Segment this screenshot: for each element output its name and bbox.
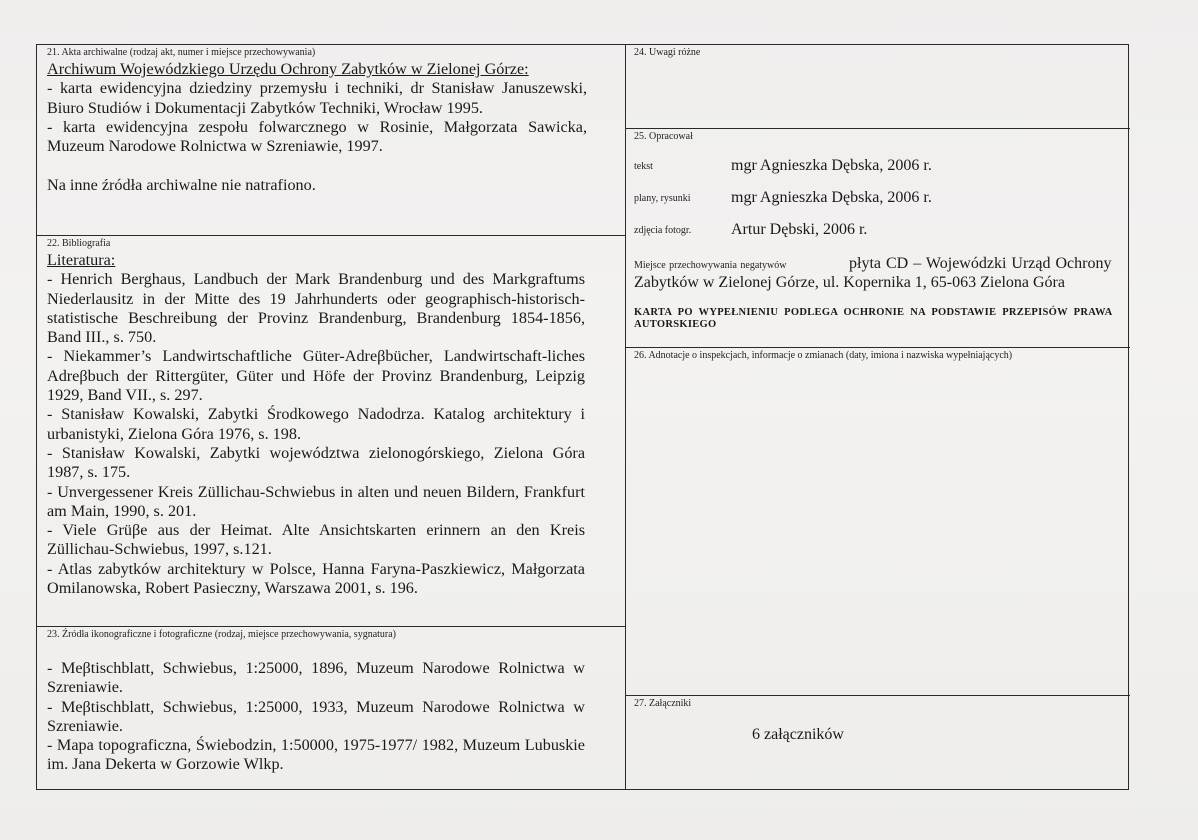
bibliography-item: - Henrich Berghaus, Landbuch der Mark Brandenburg und des Markgraftums Niederlausitz in der Mitte des 19 Jahrhunderts oder geographisch-historisch-statistische Beschreibung der Provinz Brandenburg, Brandenburg 1854-1856, Band III., s. 750. — [47, 270, 585, 347]
bibliography-item: - Stanisław Kowalski, Zabytki Środkowego Nadodrza. Katalog architektury i urbanistyki, Zielona Góra 1976, s. 198. — [47, 405, 585, 443]
section-25-header: 25. Opracował — [634, 131, 693, 142]
author-row-value: mgr Agnieszka Dębska, 2006 r. — [731, 189, 932, 206]
section-24 — [634, 47, 1124, 59]
divider-26-27 — [625, 695, 1130, 696]
bibliography-item: - Viele Grüβe aus der Heimat. Alte Ansichtskarten erinnern an den Kreis Züllichau-Schwiebus, 1997, s.121. — [47, 521, 585, 559]
bibliography-item: - Niekammer’s Landwirtschaftliche Güter-Adreβbücher, Landwirtschaft-liches Adreβbuch der Rittergüter, Güter und Höfe der Provinz Brandenburg, Leipzig 1929, Band VII., s. 297. — [47, 347, 585, 405]
section-22 — [47, 238, 585, 598]
author-row-label: zdjęcia fotogr. — [634, 225, 692, 236]
section-24-header: 24. Uwagi różne — [634, 47, 701, 58]
section-21-item: - karta ewidencyjna dziedziny przemysłu i techniki, dr Stanisław Januszewski, Biuro Studiów i Dokumentacji Zabytków Techniki, Wrocław 1995. — [47, 79, 587, 117]
section-21-note: Na inne źródła archiwalne nie natrafiono. — [47, 176, 316, 195]
divider-22-23 — [37, 626, 625, 627]
author-row-label: plany, rysunki — [634, 193, 691, 204]
iconography-item: - Meβtischblatt, Schwiebus, 1:25000, 1933, Muzeum Narodowe Rolnictwa w Szreniawie. — [47, 697, 585, 735]
section-21-item: - karta ewidencyjna zespołu folwarcznego w Rosinie, Małgorzata Sawicka, Muzeum Narodowe Rolnictwa w Szreniawie, 1997. — [47, 117, 587, 156]
attachments-count: 6 załączników — [752, 726, 844, 743]
author-row-label: tekst — [634, 161, 653, 172]
bibliography-item: - Atlas zabytków architektury w Polsce, Hanna Faryna-Paszkiewicz, Małgorzata Omilanowska, Robert Pasieczny, Warszawa 2001, s. 196. — [47, 559, 585, 598]
section-21 — [47, 47, 587, 196]
section-21-header: 21. Akta archiwalne (rodzaj akt, numer i miejsce przechowywania) — [47, 47, 316, 58]
author-row-value: mgr Agnieszka Dębska, 2006 r. — [731, 157, 932, 174]
column-divider — [625, 45, 626, 789]
section-27-header: 27. Załączniki — [634, 698, 692, 709]
divider-25-26 — [625, 347, 1130, 348]
negatives-label: Miejsce przechowywania negatywów — [634, 260, 787, 271]
divider-21-22 — [37, 235, 625, 236]
negatives-value-line2: Zabytków w Zielonej Górze, ul. Kopernika 1, 65-063 Zielona Góra — [634, 274, 1065, 291]
iconography-item: - Mapa topograficzna, Świebodzin, 1:50000, 1975-1977/ 1982, Muzeum Lubuskie im. Jana Dekerta w Gorzowie Wlkp. — [47, 736, 585, 774]
section-21-title: Archiwum Wojewódzkiego Urzędu Ochrony Zabytków w Zielonej Górze: — [47, 60, 529, 78]
section-23 — [47, 629, 585, 775]
section-25 — [634, 131, 1124, 345]
section-26-header: 26. Adnotacje o inspekcjach, informacje o zmianach (daty, imiona i nazwiska wypełniających) — [634, 350, 1013, 361]
form-frame — [36, 44, 1129, 790]
section-22-header: 22. Bibliografia — [47, 238, 111, 249]
bibliography-item: - Unvergessener Kreis Züllichau-Schwiebus in alten und neuen Bildern, Frankfurt am Main, 1990, s. 201. — [47, 482, 585, 520]
author-row-value: Artur Dębski, 2006 r. — [731, 221, 868, 238]
iconography-item: - Meβtischblatt, Schwiebus, 1:25000, 1896, Muzeum Narodowe Rolnictwa w Szreniawie. — [47, 659, 585, 697]
section-22-title: Literatura: — [47, 251, 116, 269]
negatives-value-line1: płyta CD – Wojewódzki Urząd Ochrony — [849, 255, 1112, 272]
copyright-notice: KARTA PO WYPEŁNIENIU PODLEGA OCHRONIE NA PODSTAWIE PRZEPISÓW PRAWA AUTORSKIEGO — [634, 307, 1112, 330]
section-26 — [634, 350, 1124, 362]
section-23-header: 23. Źródła ikonograficzne i fotograficzne (rodzaj, miejsce przechowywania, sygnatura) — [47, 629, 397, 640]
bibliography-item: - Stanisław Kowalski, Zabytki województwa zielonogórskiego, Zielona Góra 1987, s. 175. — [47, 443, 585, 482]
divider-24-25 — [625, 128, 1130, 129]
section-27 — [634, 698, 1124, 743]
